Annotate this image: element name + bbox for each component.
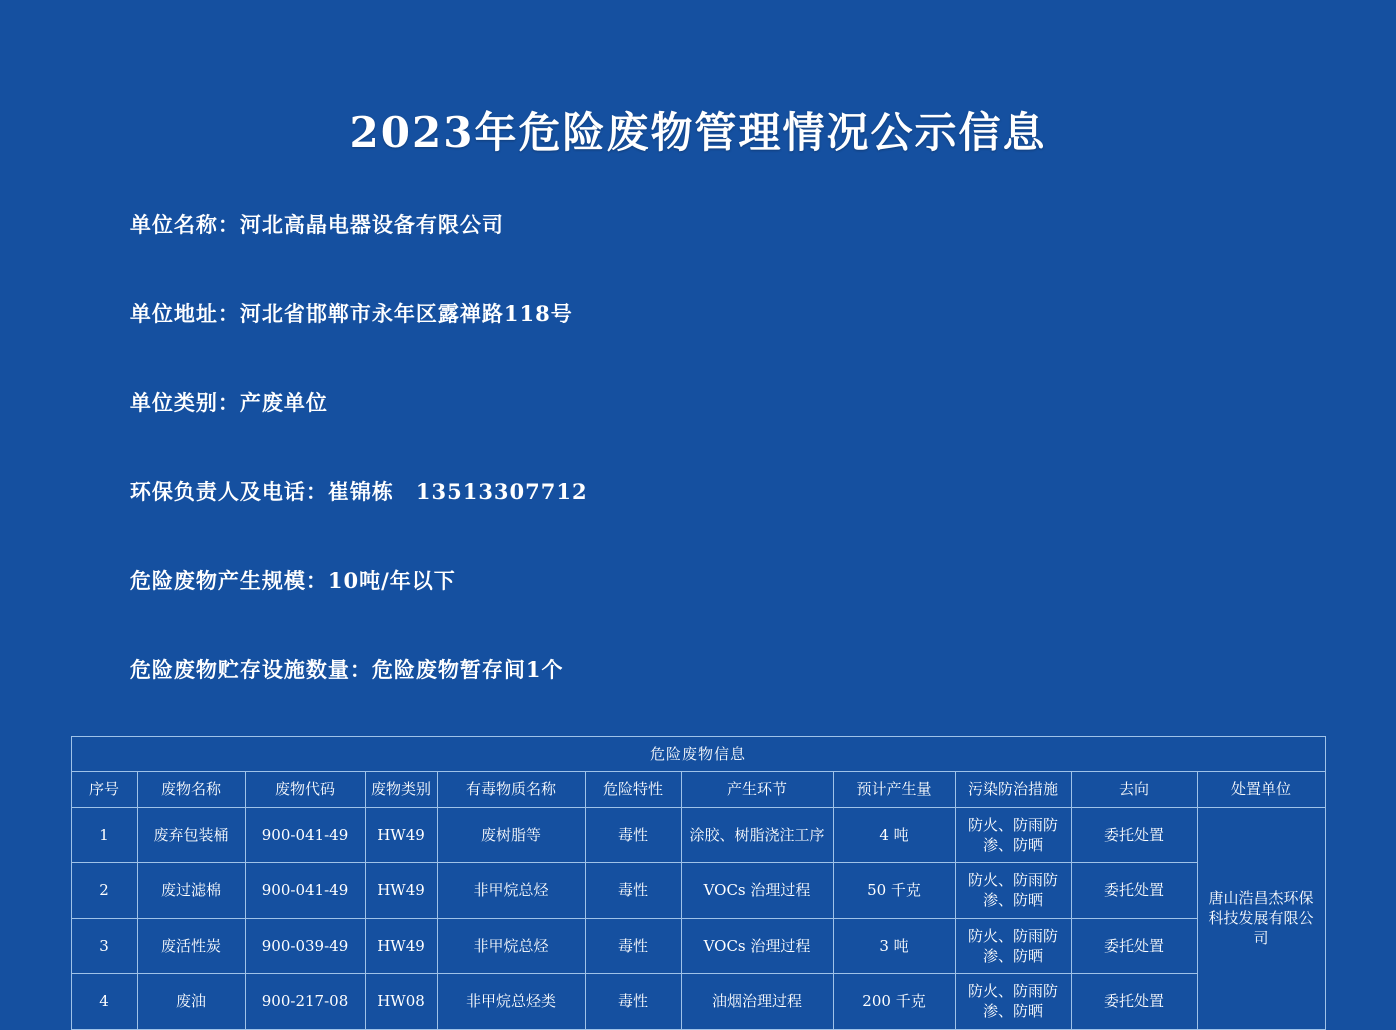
cell-no: 2 — [71, 863, 137, 919]
info-value-company-address: 河北省邯郸市永年区露禅路118号 — [239, 301, 573, 326]
column-header-waste-category: 废物类别 — [365, 772, 437, 807]
cell-generation-link: VOCs 治理过程 — [681, 863, 833, 919]
cell-destination: 委托处置 — [1071, 918, 1197, 974]
cell-no: 1 — [71, 807, 137, 863]
cell-pollution-measures: 防火、防雨防渗、防晒 — [955, 974, 1071, 1030]
cell-destination: 委托处置 — [1071, 863, 1197, 919]
cell-hazard-property: 毒性 — [585, 807, 681, 863]
cell-waste-name: 废油 — [137, 974, 245, 1030]
table-header-row — [71, 772, 1325, 807]
cell-hazard-property: 毒性 — [585, 918, 681, 974]
column-header-pollution-measures: 污染防治措施 — [955, 772, 1071, 807]
info-value-contact: 崔锦栋 13513307712 — [327, 479, 588, 504]
cell-waste-name: 废活性炭 — [137, 918, 245, 974]
column-header-waste-name: 废物名称 — [137, 772, 245, 807]
cell-waste-code: 900-041-49 — [245, 807, 365, 863]
info-row-contact — [80, 447, 1326, 536]
cell-pollution-measures: 防火、防雨防渗、防晒 — [955, 807, 1071, 863]
company-info-list — [70, 180, 1326, 714]
page-title: 2023年危险废物管理情况公示信息 — [349, 108, 1047, 157]
table-row — [71, 974, 1325, 1030]
cell-waste-category: HW49 — [365, 863, 437, 919]
cell-pollution-measures: 防火、防雨防渗、防晒 — [955, 918, 1071, 974]
info-label-generation-scale: 危险废物产生规模： — [129, 568, 328, 593]
cell-toxic-substance: 非甲烷总烃 — [437, 863, 585, 919]
info-label-contact: 环保负责人及电话： — [129, 479, 328, 504]
column-header-no: 序号 — [71, 772, 137, 807]
cell-hazard-property: 毒性 — [585, 863, 681, 919]
cell-waste-name: 废弃包装桶 — [137, 807, 245, 863]
cell-toxic-substance: 废树脂等 — [437, 807, 585, 863]
cell-no: 3 — [71, 918, 137, 974]
info-label-company-category: 单位类别： — [129, 390, 240, 415]
table-caption-row — [71, 737, 1325, 772]
info-value-company-category: 产废单位 — [239, 390, 328, 415]
cell-waste-name: 废过滤棉 — [137, 863, 245, 919]
column-header-waste-code: 废物代码 — [245, 772, 365, 807]
info-value-company-name: 河北高晶电器设备有限公司 — [239, 212, 504, 237]
column-header-disposal-unit: 处置单位 — [1197, 772, 1325, 807]
info-row-generation-scale — [80, 536, 1326, 625]
cell-waste-category: HW49 — [365, 807, 437, 863]
cell-waste-code: 900-217-08 — [245, 974, 365, 1030]
cell-waste-code: 900-039-49 — [245, 918, 365, 974]
cell-estimated-amount: 200 千克 — [833, 974, 955, 1030]
info-row-storage-facilities — [80, 625, 1326, 714]
table-caption: 危险废物信息 — [71, 737, 1325, 772]
cell-destination: 委托处置 — [1071, 974, 1197, 1030]
cell-generation-link: VOCs 治理过程 — [681, 918, 833, 974]
info-label-company-address: 单位地址： — [129, 301, 240, 326]
column-header-destination: 去向 — [1071, 772, 1197, 807]
cell-pollution-measures: 防火、防雨防渗、防晒 — [955, 863, 1071, 919]
info-value-generation-scale: 10吨/年以下 — [327, 568, 456, 593]
column-header-toxic-substance: 有毒物质名称 — [437, 772, 585, 807]
cell-estimated-amount: 3 吨 — [833, 918, 955, 974]
cell-destination: 委托处置 — [1071, 807, 1197, 863]
cell-estimated-amount: 50 千克 — [833, 863, 955, 919]
info-label-company-name: 单位名称： — [129, 212, 240, 237]
cell-waste-code: 900-041-49 — [245, 863, 365, 919]
info-label-storage-facilities: 危险废物贮存设施数量： — [129, 657, 372, 682]
info-row-company-name — [80, 180, 1326, 269]
cell-disposal-unit: 唐山浩昌杰环保科技发展有限公司 — [1197, 807, 1325, 1029]
cell-toxic-substance: 非甲烷总烃类 — [437, 974, 585, 1030]
hazardous-waste-table — [71, 736, 1326, 1030]
column-header-estimated-amount: 预计产生量 — [833, 772, 955, 807]
cell-generation-link: 涂胶、树脂浇注工序 — [681, 807, 833, 863]
cell-estimated-amount: 4 吨 — [833, 807, 955, 863]
info-row-company-category — [80, 358, 1326, 447]
info-value-storage-facilities: 危险废物暂存间1个 — [371, 657, 564, 682]
cell-no: 4 — [71, 974, 137, 1030]
cell-toxic-substance: 非甲烷总烃 — [437, 918, 585, 974]
info-row-company-address — [80, 269, 1326, 358]
cell-waste-category: HW08 — [365, 974, 437, 1030]
column-header-hazard-property: 危险特性 — [585, 772, 681, 807]
cell-waste-category: HW49 — [365, 918, 437, 974]
table-row — [71, 918, 1325, 974]
column-header-generation-link: 产生环节 — [681, 772, 833, 807]
table-row — [71, 807, 1325, 863]
cell-generation-link: 油烟治理过程 — [681, 974, 833, 1030]
cell-hazard-property: 毒性 — [585, 974, 681, 1030]
table-row — [71, 863, 1325, 919]
